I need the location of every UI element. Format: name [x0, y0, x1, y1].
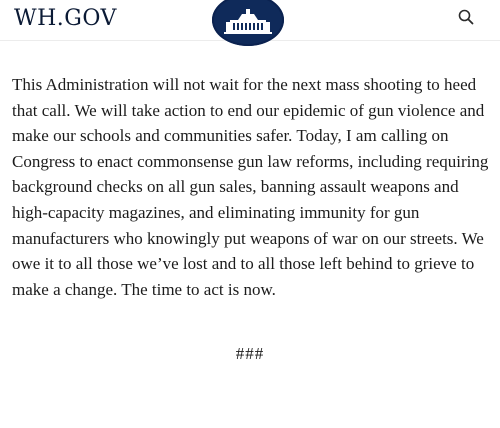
- white-house-seal-icon[interactable]: [212, 0, 284, 46]
- statement-paragraph: This Administration will not wait for the next mass shooting to heed that call. We will take action to end our epidemic of gun violence and make our schools and communities safer. Today, I am calling on Congress to enact commonsense gun law reforms, including requiring background checks on all gun sales, banning assault weapons and high-capacity magazines, and eliminating immunity for gun manufacturers who knowingly put weapons of war on our streets. We owe it to all those we’ve lost and to all those left behind to grieve to make a change. The time to act is now.: [12, 75, 489, 299]
- site-header: [0, 0, 500, 41]
- site-name-logo[interactable]: WH.GOV: [14, 6, 117, 31]
- end-of-release-mark: ###: [235, 344, 265, 363]
- search-button[interactable]: [446, 0, 486, 34]
- search-icon: [458, 9, 474, 25]
